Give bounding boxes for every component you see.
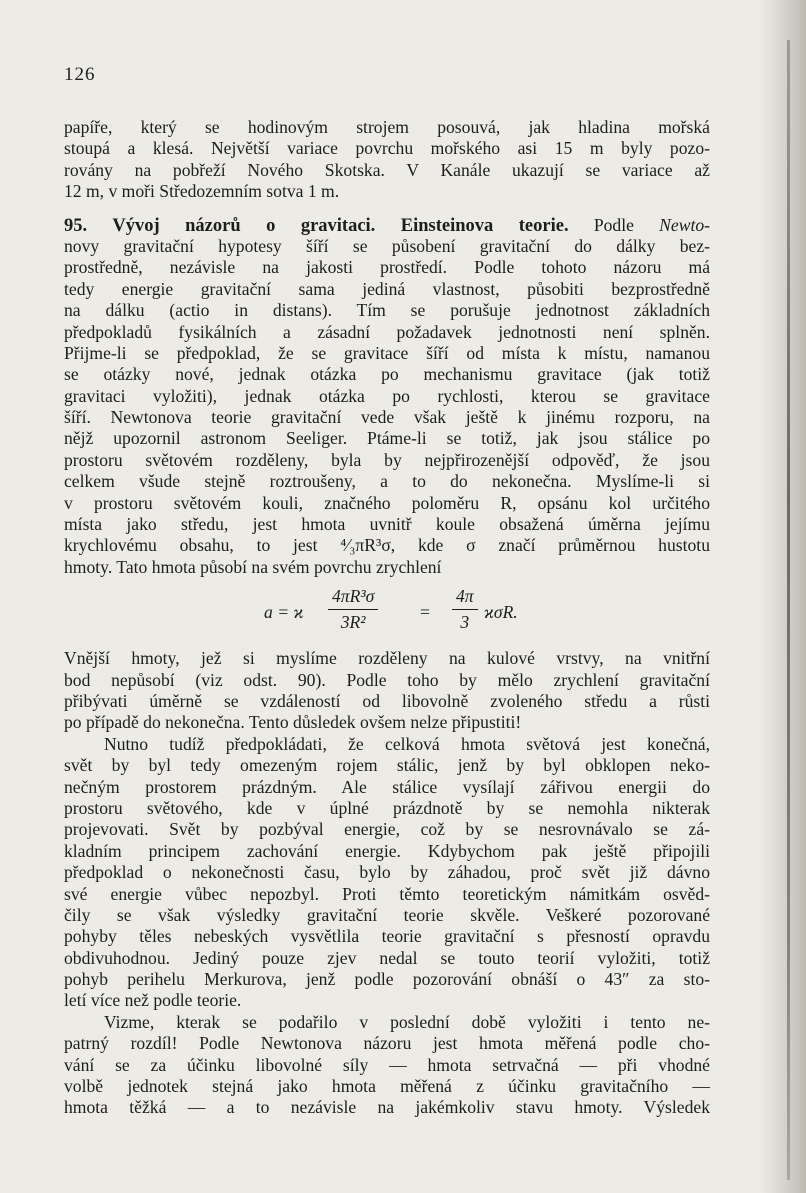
book-spine-edge [787,40,790,1180]
acceleration-formula [64,586,710,642]
text-line: patrný rozdíl! Podle Newtonova názoru jest hmota měřená podle cho- [64,1033,710,1054]
text-line: svět by byl tedy omezeným rojem stálic, jenž by byl obklopen neko- [64,755,710,776]
text-line: v prostoru světovém kouli, značného poloměru R, opsánu kol určitého [64,492,710,513]
text-line: gravitaci vyložiti), jednak otázka po rychlosti, kterou se gravitace [64,385,710,406]
text-line: hmota těžká — a to nezávisle na jakémkoliv stavu hmoty. Výsledek [64,1097,710,1118]
page-edge-shadow [760,0,806,1193]
text-line: předpoklad o nekonečnosti času, bylo by záhadou, proč svět již dávno [64,862,710,883]
fraction-1-denominator: 3R² [340,612,366,633]
text-line: Nutno tudíž předpokládati, že celková hmota světová jest konečná, [104,733,710,754]
formula-tail: ϰσR. [484,602,518,623]
text-line: kladním principem zachování energie. Kdybychom pak ještě připojili [64,840,710,861]
text-line: Vnější hmoty, jež si myslíme rozděleny na kulové vrstvy, na vnitřní [64,648,710,669]
paragraph-tides [64,117,710,203]
paragraph-conclusion [64,648,710,1119]
text-line: pohyby těles nebeských vysvětlila teorie gravitační s přesností opravdu [64,926,710,947]
section-lead-text: Podle [568,214,660,235]
text-line: hmoty. Tato hmota působí na svém povrchu zrychlení [64,556,442,577]
text-line: prostoru světovém rozděleny, byla by nejpřirozenější odpověď, že jsou [64,449,710,470]
section-title: Vývoj názorů o gravitaci. Einsteinova teorie. [112,215,569,236]
section-number: 95. [64,215,88,236]
formula-lhs: a = ϰ [264,602,304,623]
section-heading-line [64,215,710,236]
text-line: obdivuhodnou. Jediný pouze zjev nedal se touto teorií vyložiti, totiž [64,947,710,968]
text-line: prostředně, nezávisle na jakosti prostředí. Podle tohoto názoru má [64,257,710,278]
text-line: celkem všude stejně roztroušeny, a to do nekonečna. Myslíme-li si [64,471,710,492]
text-line: vání se za účinku libovolné síly — hmota setrvačná — při vhodné [64,1054,710,1075]
formula-fraction-2 [452,586,478,633]
text-line: papíře, který se hodinovým strojem posouvá, jak hladina mořská [64,117,710,137]
text-line: své energie vůbec nepozbyl. Proti těmto teoretickým námitkám osvěd- [64,883,710,904]
text-line: stoupá a klesá. Největší variace povrchu mořského asi 15 m byly pozo- [64,138,710,159]
text-line: bod nepůsobí (viz odst. 90). Podle toho by mělo zrychlení gravitační [64,669,710,690]
section-lead-name: Newto- [659,214,710,235]
text-line: Vizme, kterak se podařilo v poslední době vyložiti i tento ne- [104,1011,710,1032]
text-line: šíří. Newtonova teorie gravitační vede však ještě k jinému rozporu, na [64,407,710,428]
paragraph-gravitation [64,236,710,578]
text-line: se otázky nové, jednak otázka po mechanismu gravitace (jak totiž [64,364,710,385]
text-line: na dálku (actio in distans). Tím se porušuje jednotnost základních [64,300,710,321]
text-line: letí více než podle teorie. [64,990,242,1011]
text-line: rovány na pobřeží Nového Skotska. V Kanále ukazují se variace až [64,159,710,180]
text-line: 12 m, v moři Středozemním sotva 1 m. [64,181,340,202]
text-line: přibývati úměrně se vzdáleností od libovolně zvoleného středu a růsti [64,690,710,711]
text-line: volbě jednotek stejná jako hmota měřená z účinku gravitačního — [64,1076,710,1097]
text-line: pohyb perihelu Merkurova, jenž podle pozorování obnáší o 43″ za sto- [64,969,710,990]
text-line: místa jako středu, jest hmota uvnitř koule obsažená úměrna jejímu [64,514,710,535]
formula-equals: = [420,602,430,623]
text-line: projevovati. Svět by pozbýval energie, což by se nesrovnávalo se zá- [64,819,710,840]
text-line: krychlovému obsahu, to jest ⁴⁄₃πR³σ, kde σ značí průměrnou hustotu [64,535,710,556]
text-line: po případě do nekonečna. Tento důsledek ovšem nelze připustiti! [64,712,522,733]
body-text [64,117,710,1119]
text-line: čily se však výsledky gravitační teorie skvěle. Veškeré pozorované [64,904,710,925]
text-line: tedy energie gravitační sama jediná vlastnost, působiti bezprostředně [64,278,710,299]
text-line: novy gravitační hypotesy šíří se působení gravitační do dálky bez- [64,235,710,256]
fraction-1-numerator: 4πR³σ [328,586,378,610]
page-number: 126 [64,64,96,85]
fraction-2-denominator: 3 [460,612,470,633]
fraction-2-numerator: 4π [452,586,478,610]
text-line: Přijme-li se předpoklad, že se gravitace šíří od místa k místu, namanou [64,342,710,363]
text-line: prostoru světového, kde v úplné prázdnotě by se nemohla nikterak [64,797,710,818]
text-line: nečným prostorem prázdným. Ale stálice vysílají zářivou energii do [64,776,710,797]
text-line: předpokladů fysikálních a zásadní požadavek jednotnosti není splněn. [64,321,710,342]
text-line: nějž upozornil astronom Seeliger. Ptáme-li se totiž, jak jsou stálice po [64,428,710,449]
formula-fraction-1 [328,586,378,633]
